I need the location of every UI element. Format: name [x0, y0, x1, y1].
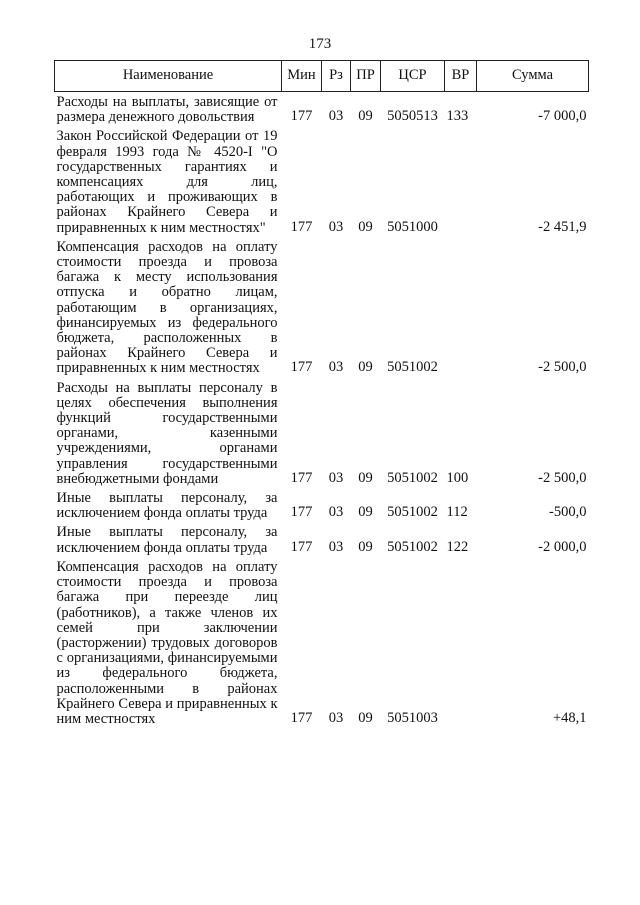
row-csr: 5051002 — [387, 538, 438, 555]
header-pr: ПР — [351, 61, 381, 92]
row-min: 177 — [290, 709, 313, 726]
row-pr: 09 — [358, 359, 373, 376]
row-min: 177 — [290, 218, 313, 235]
header-vr: ВР — [445, 61, 477, 92]
table-row — [55, 237, 589, 378]
row-min: 177 — [290, 108, 313, 125]
row-vr: 133 — [446, 108, 469, 125]
row-sum: -2 000,0 — [538, 538, 587, 555]
row-csr: 5051000 — [387, 218, 438, 235]
row-sum: -2 500,0 — [538, 359, 587, 376]
row-pr: 09 — [358, 504, 373, 521]
header-sum: Сумма — [477, 61, 589, 92]
row-name: Компенсация расходов на оплату стоимости проезда и провоза багажа при переезде лиц (работников), а также членов их семей при заключении (расторжении) трудовых договоров с организациями, финансируемыми из федерального бюджета, расположенными в районах Крайнего Севера и приравненных к ним местностях — [56, 558, 278, 727]
row-csr: 5051002 — [387, 469, 438, 486]
row-name: Компенсация расходов на оплату стоимости проезда и провоза багажа к месту использования отпуска и обратно лицам, работающим в организациях, финансируемых из федерального бюджета, расположенных в районах Крайнего Севера и приравненных к ним местностях — [56, 238, 278, 377]
table-row — [55, 378, 589, 488]
row-rz: 03 — [328, 469, 344, 486]
row-sum: -2 500,0 — [538, 469, 587, 486]
row-rz: 03 — [328, 218, 344, 235]
row-rz: 03 — [328, 108, 344, 125]
row-sum: -7 000,0 — [538, 108, 587, 125]
header-csr: ЦСР — [381, 61, 445, 92]
budget-table — [54, 60, 589, 728]
row-rz: 03 — [328, 538, 344, 555]
page-number: 173 — [308, 36, 332, 52]
row-rz: 03 — [328, 359, 344, 376]
row-name: Иные выплаты персоналу, за исключением фонда оплаты труда — [56, 524, 278, 556]
row-rz: 03 — [328, 504, 344, 521]
row-pr: 09 — [358, 108, 373, 125]
row-sum: +48,1 — [552, 709, 587, 726]
header-rz: Рз — [322, 61, 351, 92]
row-pr: 09 — [358, 218, 373, 235]
table-header-row — [55, 61, 589, 92]
row-csr: 5051003 — [387, 709, 438, 726]
row-pr: 09 — [358, 538, 373, 555]
row-vr — [445, 557, 477, 728]
row-name: Иные выплаты персоналу, за исключением фонда оплаты труда — [56, 490, 278, 522]
row-min: 177 — [290, 469, 313, 486]
table-row — [55, 126, 589, 236]
row-csr: 5051002 — [387, 359, 438, 376]
row-csr: 5051002 — [387, 504, 438, 521]
row-name: Расходы на выплаты, зависящие от размера денежного довольствия — [56, 94, 278, 126]
header-min: Мин — [282, 61, 322, 92]
header-name: Наименование — [55, 61, 282, 92]
row-sum: -2 451,9 — [538, 218, 587, 235]
row-min: 177 — [290, 359, 313, 376]
table-row — [55, 92, 589, 127]
row-vr: 112 — [446, 504, 468, 521]
row-name: Закон Российской Федерации от 19 февраля 1993 года № 4520-I "О государственных гарантиях и компенсациях для лиц, работающих и проживающих в районах Крайнего Севера и приравненных к ним местностях" — [56, 128, 278, 236]
row-vr — [445, 237, 477, 378]
row-vr: 100 — [446, 469, 469, 486]
row-min: 177 — [290, 504, 313, 521]
row-pr: 09 — [358, 709, 373, 726]
table-row — [55, 488, 589, 522]
table-row — [55, 522, 589, 556]
row-vr: 122 — [446, 538, 469, 555]
table-row — [55, 557, 589, 728]
row-pr: 09 — [358, 469, 373, 486]
row-sum: -500,0 — [549, 504, 587, 521]
row-rz: 03 — [328, 709, 344, 726]
row-vr — [445, 126, 477, 236]
row-min: 177 — [290, 538, 313, 555]
row-name: Расходы на выплаты персоналу в целях обеспечения выполнения функций государственными органами, казенными учреждениями, органами управления государственными внебюджетными фондами — [56, 379, 278, 487]
row-csr: 5050513 — [387, 108, 438, 125]
